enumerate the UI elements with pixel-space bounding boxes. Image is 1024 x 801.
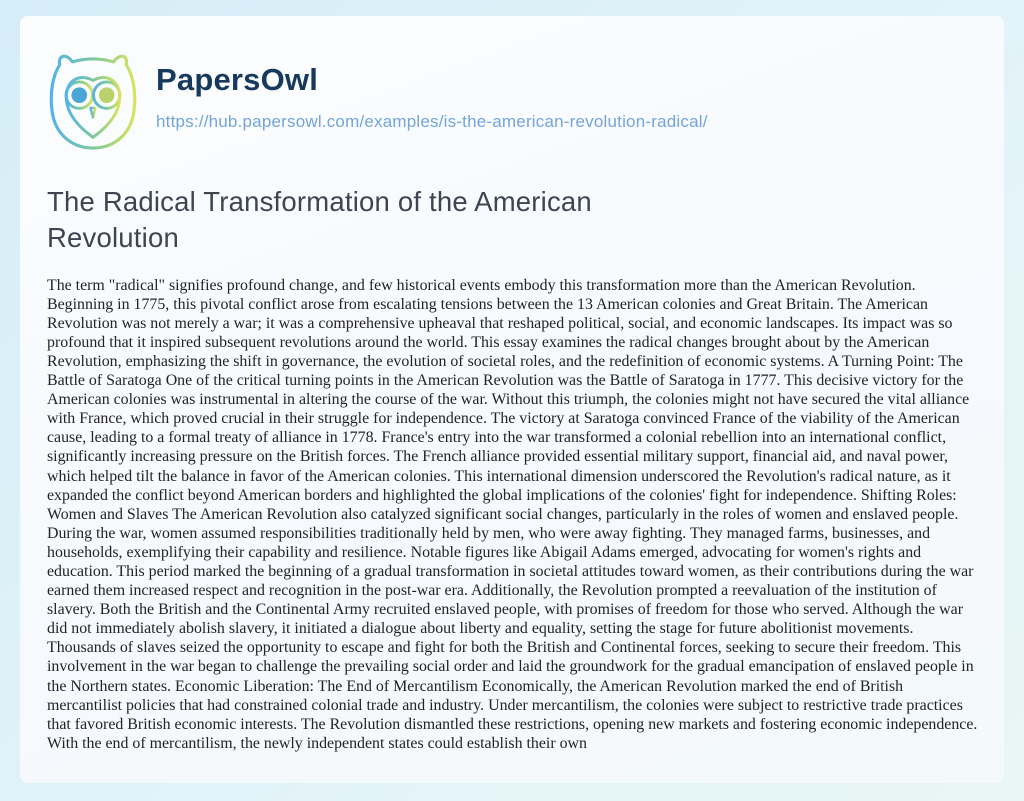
document-content (20, 184, 1004, 753)
page-title: The Radical Transformation of the American Revolution (47, 186, 592, 254)
essay-body-text: The term "radical" signifies profound change, and few historical events embody this transformation more than the American Revolution. Beginning in 1775, this pivotal conflict arose from escalating tensions between the 13 American colonies and Great Britain. The American Revolution was not merely a war; it was a comprehensive upheaval that reshaped political, social, and economic landscapes. Its impact was so profound that it inspired subsequent revolutions around the world. This essay examines the radical changes brought about by the American Revolution, emphasizing the shift in governance, the evolution of societal roles, and the redefinition of economic systems. A Turning Point: The Battle of Saratoga One of the critical turning points in the American Revolution was the Battle of Saratoga in 1777. This decisive victory for the American colonies was instrumental in altering the course of the war. Without this triumph, the colonies might not have secured the vital alliance with France, which proved crucial in their struggle for independence. The victory at Saratoga convinced France of the viability of the American cause, leading to a formal treaty of alliance in 1778. France's entry into the war transformed a colonial rebellion into an international conflict, significantly increasing pressure on the British forces. The French alliance provided essential military support, financial aid, and naval power, which helped tilt the balance in favor of the American colonies. This international dimension underscored the Revolution's radical nature, as it expanded the conflict beyond American borders and highlighted the global implications of the colonies' fight for independence. Shifting Roles: Women and Slaves The American Revolution also catalyzed significant social changes, particularly in the roles of women and enslaved people. During the war, women assumed responsibilities traditionally held by men, who were away fighting. They managed farms, businesses, and households, exemplifying their capability and resilience. Notable figures like Abigail Adams emerged, advocating for women's rights and education. This period marked the beginning of a gradual transformation in societal attitudes toward women, as their contributions during the war earned them increased respect and recognition in the post-war era. Additionally, the Revolution prompted a reevaluation of the institution of slavery. Both the British and the Continental Army recruited enslaved people, with promises of freedom for those who served. Although the war did not immediately abolish slavery, it initiated a dialogue about liberty and equality, setting the stage for future abolitionist movements. Thousands of slaves seized the opportunity to escape and fight for both the British and Continental forces, seeking to secure their freedom. This involvement in the war began to challenge the prevailing social order and laid the groundwork for the gradual emancipation of enslaved people in the Northern states. Economic Liberation: The End of Mercantilism Economically, the American Revolution marked the end of British mercantilist policies that had constrained colonial trade and industry. Under mercantilism, the colonies were subject to restrictive trade practices that favored British economic interests. The Revolution dismantled these restrictions, opening new markets and fostering economic independence. With the end of mercantilism, the newly independent states could establish their own (47, 276, 978, 752)
papersowl-owl-logo-icon (44, 48, 142, 158)
brand-name: PapersOwl (156, 62, 319, 97)
source-url-link[interactable]: https://hub.papersowl.com/examples/is-the-american-revolution-radical/ (156, 112, 708, 131)
brand-block (156, 62, 708, 132)
site-header (20, 16, 1004, 158)
document-card (20, 16, 1004, 783)
